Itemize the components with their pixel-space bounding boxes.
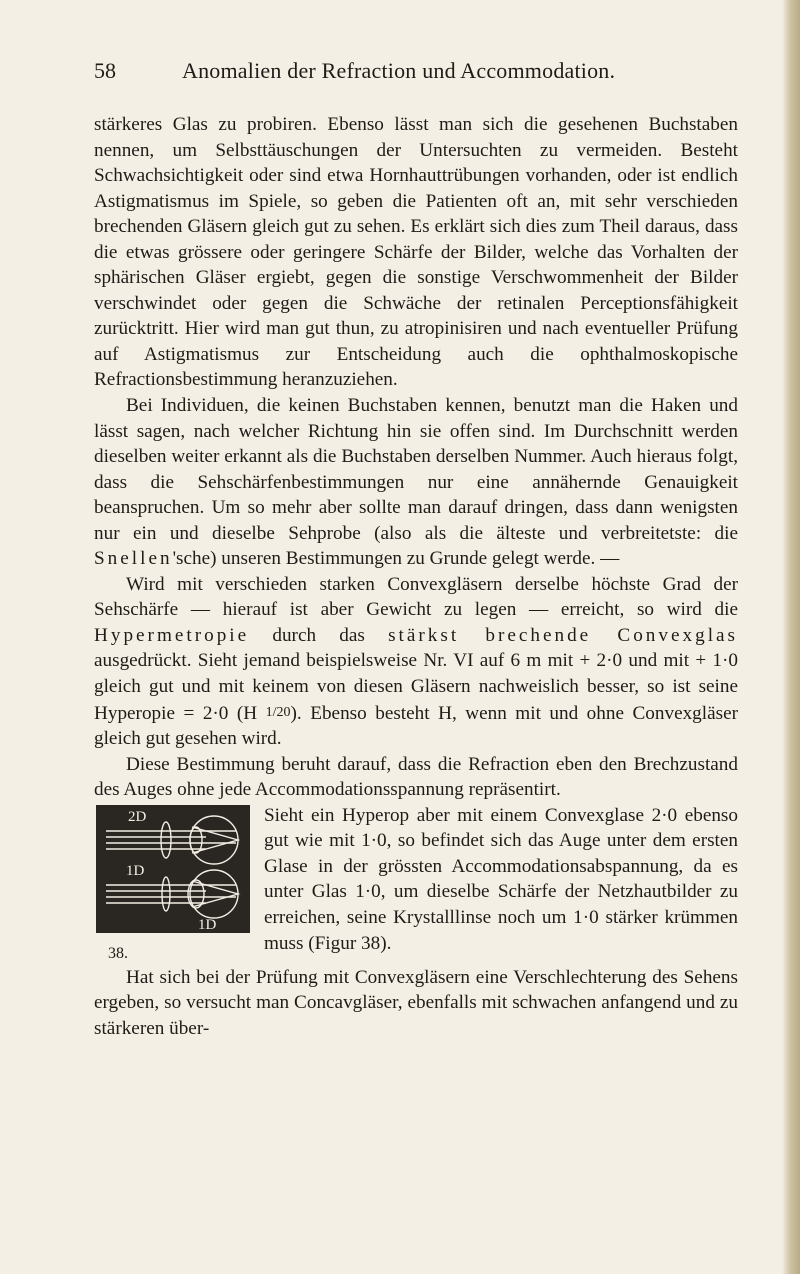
label-2d: 2D [128, 808, 147, 825]
paragraph-2 [94, 393, 738, 572]
term-convexglas: stärkst brechende Convexglas [388, 624, 739, 646]
page-body [94, 112, 738, 1041]
paragraph-4: Diese Bestimmung beruht darauf, dass die Refraction eben den Brechzustand des Auges ohne jede Accommodationsspannung repräsentirt. [94, 753, 738, 801]
paragraph-5: Sieht ein Hyperop aber mit einem Convexglase 2·0 ebenso gut wie mit 1·0, so befindet sich das Auge unter dem ersten Glase in der grössten Accommodationsabspannung, da es unter Glas 1·0, um dieselbe Schärfe der Netzhautbilder zu erreichen, seine Krystalllinse noch um 1·0 stärker krümmen muss (Figur 38). [264, 804, 738, 954]
figure-38 [96, 805, 250, 965]
term-hypermetropie: Hypermetropie [94, 624, 250, 646]
label-1d-eye: 1D [198, 916, 217, 933]
figure-number: 38. [108, 944, 128, 962]
paragraph-3-text-b: durch das [249, 624, 389, 646]
paragraph-1: stärkeres Glas zu probiren. Ebenso lässt man sich die gesehenen Buchstaben nennen, um Selbsttäuschungen der Untersuchten zu vermeiden. Besteht Schwachsichtigkeit oder sind etwa Hornhauttrübungen vorhanden, oder ist endlich Astigmatismus im Spiele, so geben die Patienten oft an, mit sehr verschieden brechenden Gläsern gleich gut zu sehen. Es erklärt sich dies zum Theil daraus, dass die etwas grössere oder geringere Schärfe der Bilder, welche das Vorhalten der sphärischen Gläser ergiebt, gegen die sonstige Verschwommenheit der Bilder verschwindet oder gegen die Schwäche der retinalen Perceptionsfähigkeit zurücktritt. Hier wird man gut thun, zu atropinisiren und nach eventueller Prüfung auf Astigmatismus zur Entscheidung auch die ophthalmoskopische Refractionsbestimmung heranzuziehen. [94, 114, 738, 391]
fraction-1-20: 1/20 [265, 704, 291, 720]
paragraph-3-text-d: ). Ebenso besteht H, wenn mit und ohne Convexgläser gleich gut gesehen wird. [94, 702, 738, 750]
figure-38-illustration [96, 805, 250, 955]
paragraph-2-text-b: 'sche) unseren Bestimmungen zu Grunde gelegt werde. — [172, 548, 620, 570]
paragraph-2-text-a: Bei Individuen, die keinen Buchstaben kennen, benutzt man die Haken und lässt sagen, nach welcher Richtung hin sie offen sind. Im Durchschnitt werden dieselben weiter erkannt als die Buchstaben derselben Nummer. Auch hieraus folgt, dass die Sehschärfenbestimmungen nur eine annähernde Genauigkeit beanspruchen. Um so mehr aber sollte man darauf dringen, dass dann wenigsten nur ein und dieselbe Sehprobe (also als die älteste und verbreitetste: die [94, 395, 738, 544]
page-number: 58 [94, 58, 116, 83]
snellen-name: Snellen [94, 548, 173, 570]
label-1d-lens: 1D [126, 862, 145, 879]
running-title: Anomalien der Refraction und Accommodation. [182, 58, 616, 83]
paragraph-3-text-c: ausgedrückt. Sieht jemand beispielsweise Nr. VI auf 6 m mit + 2·0 und mit + 1·0 gleich gut und mit keinem von diesen Gläsern nachweislich besser, so ist seine Hyperopie = 2·0 (H [94, 650, 738, 724]
paragraph-3 [94, 572, 738, 752]
page-edge-shadow [782, 0, 800, 1274]
page-header [94, 58, 734, 88]
paragraph-3-text-a: Wird mit verschieden starken Convexgläsern derselbe höchste Grad der Sehschärfe — hierauf ist aber Gewicht zu legen — erreicht, so wird die [94, 573, 738, 621]
paragraph-6: Hat sich bei der Prüfung mit Convexgläsern eine Verschlechterung des Sehens ergeben, so versucht man Concavgläser, ebenfalls mit schwachen anfangend und zu stärkeren über- [94, 966, 738, 1039]
